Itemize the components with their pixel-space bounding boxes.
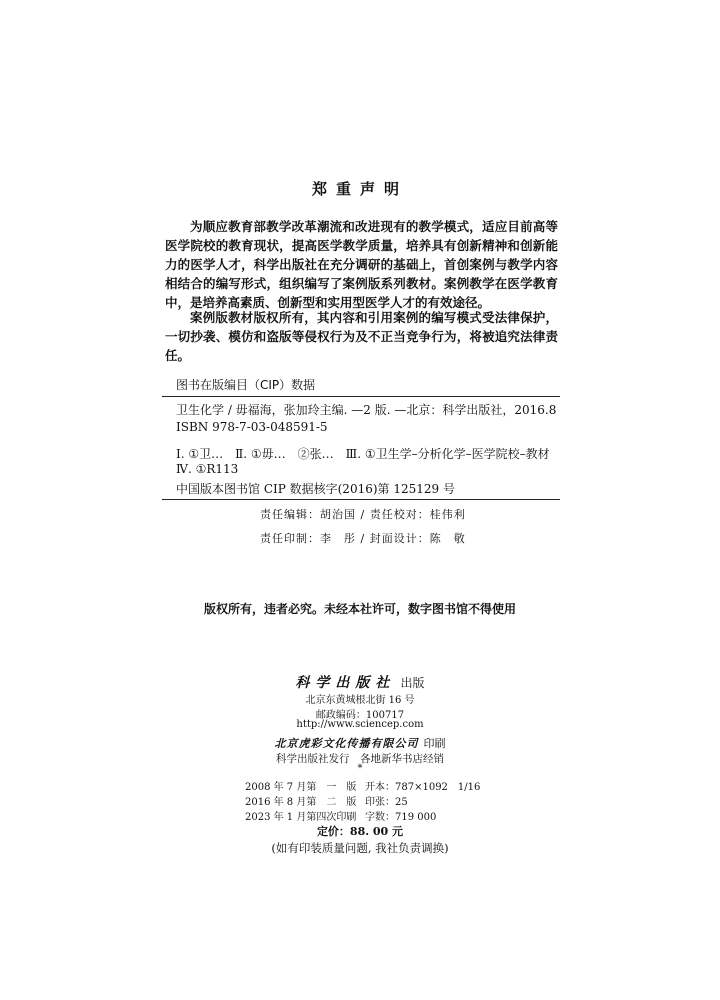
- printer-name: 北京虎彩文化传播有限公司: [274, 737, 419, 750]
- credits-production: 责任印制：李 彤 / 封面设计：陈 敬: [260, 532, 466, 545]
- publisher-logo: 科学出版社: [295, 675, 396, 691]
- publisher-address: 北京东黄城根北街 16 号: [305, 695, 415, 706]
- edition-row: 2023 年 1 月第四次印刷 字数：719 000: [245, 812, 437, 823]
- cip-heading: 图书在版编目（CIP）数据: [176, 378, 316, 392]
- statement-paragraph-1: 为顺应教育部教学改革潮流和改进现有的教学模式，适应目前高等医学院校的教育现状，提高医学教学质量，培养具有创新精神和创新能力的医学人才，科学出版社在充分调研的基础上，首创案例与教学内容相结合的编写形式，组织编写了案例版系列教材。案例教学在医学教育中，是培养高素质、创新型和实用型医学人才的有效途径。: [165, 219, 558, 310]
- price: 定价：88. 00 元: [316, 825, 404, 838]
- printer-suffix: 印刷: [423, 737, 446, 750]
- statement-paragraph-2: 案例版教材版权所有，其内容和引用案例的编写模式受法律保护，一切抄袭、模仿和盗版等侵权行为及不正当竞争行为，将被追究法律责任。: [165, 310, 558, 363]
- copyright-warning: 版权所有，违者必究。未经本社许可，数字图书馆不得使用: [203, 602, 516, 616]
- printer-line: [0, 732, 720, 751]
- credits-editors: 责任编辑：胡治国 / 责任校对：桂伟利: [260, 508, 466, 521]
- cip-classification-code: Ⅳ. ①R113: [176, 462, 239, 476]
- distribution-line: 科学出版社发行 各地新华书店经销: [276, 753, 444, 765]
- page-title: 郑重声明: [311, 180, 408, 198]
- quality-note: (如有印装质量问题, 我社负责调换): [271, 841, 449, 855]
- publisher-url[interactable]: http://www.sciencep.com: [296, 719, 424, 730]
- publisher-suffix: 出版: [400, 676, 425, 690]
- cip-record-number: 中国版本图书馆 CIP 数据核字(2016)第 125129 号: [176, 482, 455, 496]
- edition-row: 2008 年 7 月第 一 版 开本：787×1092 1/16: [245, 782, 481, 793]
- separator-star: *: [357, 763, 363, 774]
- publisher-line: [0, 672, 720, 692]
- cip-catalog-line: 卫生化学 / 毋福海，张加玲主编. —2 版. —北京：科学出版社，2016.8: [176, 403, 557, 417]
- edition-row: 2016 年 8 月第 二 版 印张：25: [245, 797, 408, 808]
- cip-classification-line: Ⅰ. ①卫… Ⅱ. ①毋… ②张… Ⅲ. ①卫生学–分析化学–医学院校–教材: [176, 447, 550, 461]
- publisher-postcode: 邮政编码：100717: [315, 710, 405, 721]
- cip-isbn: ISBN 978-7-03-048591-5: [176, 420, 328, 434]
